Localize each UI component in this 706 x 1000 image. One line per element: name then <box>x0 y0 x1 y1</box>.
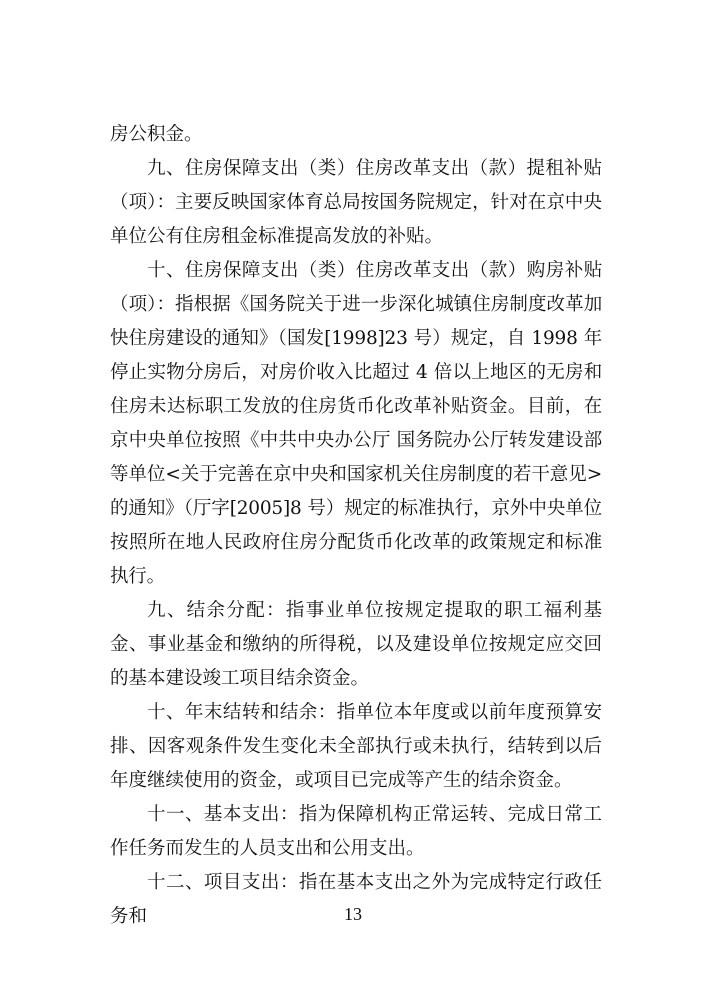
paragraph-year-end-carryover: 十、年末结转和结余：指单位本年度或以前年度预算安排、因客观条件发生变化未全部执行或未执行，结转到以后年度继续使用的资金，或项目已完成等产生的结余资金。 <box>110 702 602 791</box>
document-body <box>110 118 602 934</box>
paragraph-project-expenditure: 十二、项目支出：指在基本支出之外为完成特定行政任务和 <box>110 872 602 927</box>
paragraph-rent-subsidy: 九、住房保障支出（类）住房改革支出（款）提租补贴（项）：主要反映国家体育总局按国务院规定，针对在京中央单位公有住房租金标准提高发放的补贴。 <box>110 158 602 247</box>
paragraph-continuation: 房公积金。 <box>110 124 203 145</box>
paragraph-surplus-distribution: 九、结余分配：指事业单位按规定提取的职工福利基金、事业基金和缴纳的所得税，以及建设单位按规定应交回的基本建设竣工项目结余资金。 <box>110 600 602 689</box>
paragraph-basic-expenditure: 十一、基本支出：指为保障机构正常运转、完成日常工作任务而发生的人员支出和公用支出。 <box>110 804 602 859</box>
page-number: 13 <box>344 904 362 924</box>
paragraph-housing-purchase-subsidy: 十、住房保障支出（类）住房改革支出（款）购房补贴（项）：指根据《国务院关于进一步深化城镇住房制度改革加快住房建设的通知》（国发[1998]23 号）规定，自 1998 年停止实物分房后，对房价收入比超过 4 倍以上地区的无房和住房未达标职工发放的住房货币化改革补贴资金。目前，在京中央单位按照《中共中央办公厅 国务院办公厅转发建设部等单位<关于完善在京中央和国家机关住房制度的若干意见>的通知》（厅字[2005]8 号）规定的标准执行，京外中央单位按照所在地人民政府住房分配货币化改革的政策规定和标准执行。 <box>110 260 602 587</box>
